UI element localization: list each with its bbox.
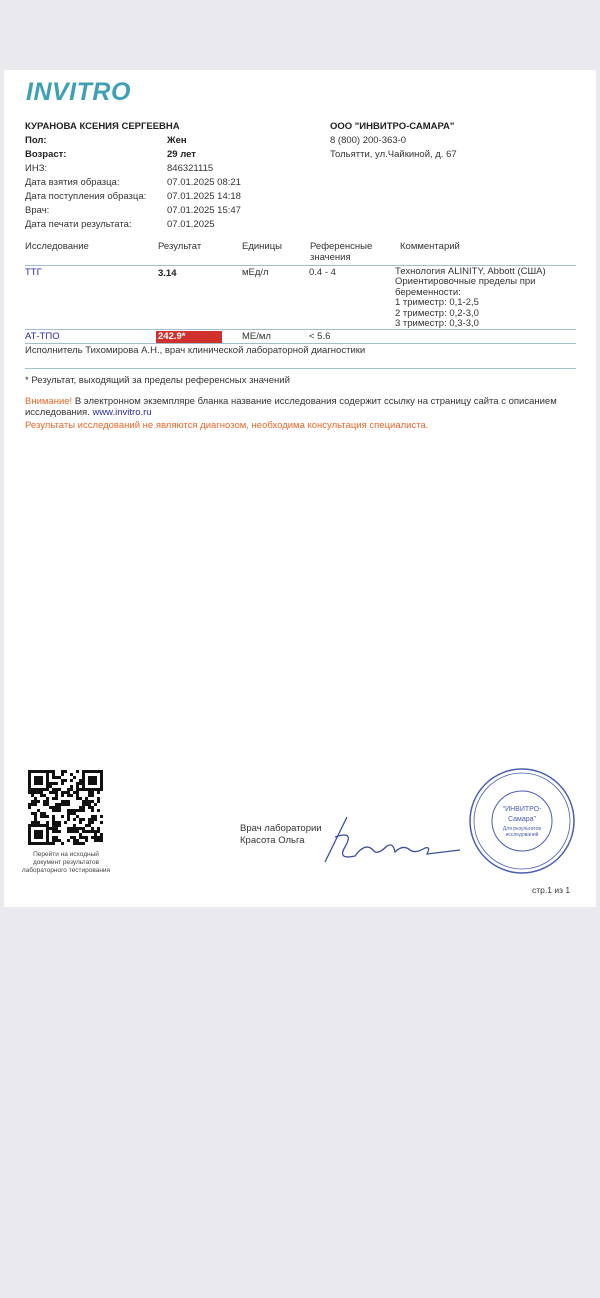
qr-code[interactable] [28, 770, 104, 846]
disclaimer: Результаты исследований не являются диагнозом, необходима консультация специалиста. [25, 420, 429, 431]
field-label: ИНЗ: [25, 163, 48, 174]
patient-name: КУРАНОВА КСЕНИЯ СЕРГЕЕВНА [25, 121, 180, 132]
field-label: Пол: [25, 135, 47, 146]
field-value: 07.01.2025 14:18 [167, 191, 241, 202]
invitro-link[interactable]: www.invitro.ru [92, 407, 152, 418]
executor: Исполнитель Тихомирова А.Н., врач клинической лабораторной диагностики [25, 345, 366, 356]
result-value: 3.14 [158, 268, 177, 279]
field-value: 07.01.2025 15:47 [167, 205, 241, 216]
divider [25, 368, 576, 369]
reference-range: < 5.6 [309, 331, 331, 342]
col-result: Результат [158, 241, 202, 252]
col-units: Единицы [242, 241, 283, 252]
field-value: 07.01.2025 08:21 [167, 177, 241, 188]
field-label: Врач: [25, 205, 50, 216]
col-reference: Референсные значения [310, 241, 373, 263]
lab-name: ООО "ИНВИТРО-САМАРА" [330, 121, 455, 132]
footnote: * Результат, выходящий за пределы референсных значений [25, 375, 290, 386]
field-label: Дата поступления образца: [25, 191, 147, 202]
result-value-flagged: 242.9* [156, 331, 222, 343]
divider [25, 343, 576, 344]
qr-caption: Перейти на исходный документ результатов лабораторного тестирования [21, 851, 111, 874]
lab-phone: 8 (800) 200-363-0 [330, 135, 407, 146]
comment: Технология ALINITY, Abbott (США) Ориентировочные пределы при беременности: 1 триместр: 0,1-2,5 2 триместр: 0,2-3,0 3 триместр: 0,3-3,0 [395, 266, 546, 330]
units: мЕд/л [242, 267, 269, 278]
col-test: Исследование [25, 241, 89, 252]
notice-paragraph: Внимание! В электронном экземпляре бланка название исследования содержит ссылку на страницу сайта с описанием исследования. www.invitro.ru [25, 396, 557, 418]
svg-text:"ИНВИТРО-: "ИНВИТРО- [502, 806, 542, 813]
reference-range: 0.4 - 4 [309, 267, 336, 278]
test-link-ttg[interactable]: ТТГ [25, 267, 42, 278]
stamp [468, 767, 576, 875]
signature-title: Врач лаборатории [240, 823, 322, 834]
lab-address: Тольятти, ул.Чайкиной, д. 67 [330, 149, 457, 160]
col-comment: Комментарий [400, 241, 460, 252]
field-label: Дата взятия образца: [25, 177, 120, 188]
svg-text:исследований: исследований [505, 832, 539, 838]
field-label: Возраст: [25, 149, 67, 160]
handwritten-signature [315, 812, 465, 868]
field-value: 07.01.2025 [167, 219, 215, 230]
divider [25, 329, 576, 330]
signature-name: Красота Ольга [240, 835, 305, 846]
page-number: стр.1 из 1 [532, 885, 571, 895]
svg-text:Для результатов: Для результатов [502, 826, 542, 832]
test-link-at-tpo[interactable]: АТ-ТПО [25, 331, 60, 342]
field-value: 846321115 [167, 163, 214, 174]
svg-text:Самара": Самара" [507, 816, 537, 823]
field-value: Жен [167, 135, 187, 146]
units: МЕ/мл [242, 331, 271, 342]
invitro-logo: INVITRO [26, 78, 131, 106]
field-value: 29 лет [167, 149, 196, 160]
field-label: Дата печати результата: [25, 219, 132, 230]
